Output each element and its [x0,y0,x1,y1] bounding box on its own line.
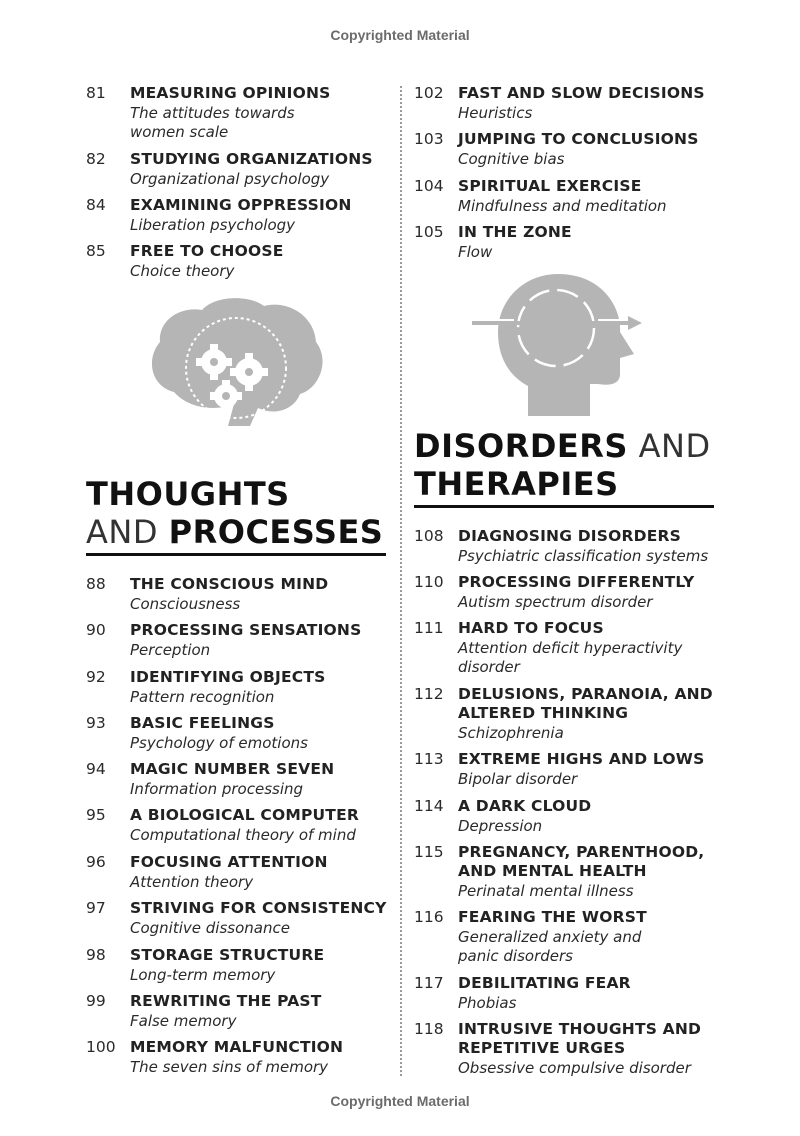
entry-subtitle: Attention deficit hyperactivity disorder [458,638,683,676]
page-number: 110 [414,573,444,591]
head-flow-icon [470,270,650,420]
page-number: 81 [86,84,106,102]
entry-subtitle: Phobias [458,993,517,1012]
page-number: 117 [414,974,444,992]
page-number: 98 [86,946,106,964]
entry-title: A BIOLOGICAL COMPUTER [130,806,360,824]
entry-title: MEMORY MALFUNCTION [130,1038,344,1056]
copyright-notice-top: Copyrighted Material [330,27,470,43]
section-heading-thoughts [86,475,383,551]
entry-title: A DARK CLOUD [458,797,592,815]
heading-word: AND [627,427,711,465]
page-number: 93 [86,714,106,732]
page-number: 96 [86,853,106,871]
page-number: 118 [414,1020,444,1038]
entry-title: DIAGNOSING DISORDERS [458,527,681,545]
entry-subtitle: Psychology of emotions [130,733,308,752]
page-number: 90 [86,621,106,639]
heading-word: DISORDERS [414,427,628,465]
entry-subtitle: Schizophrenia [458,724,564,742]
copyright-notice-bottom: Copyrighted Material [330,1093,470,1109]
entry-subtitle: Choice theory [130,261,235,280]
entry-subtitle: Generalized anxiety and panic disorders [458,927,642,965]
page-number: 115 [414,843,444,861]
entry-title: EXTREME HIGHS AND LOWS [458,750,705,768]
entry-title: STORAGE STRUCTURE [130,946,325,964]
brain-gears-icon [144,292,329,427]
entry-title: FOCUSING ATTENTION [130,853,328,871]
entry-title: EXAMINING OPPRESSION [130,196,352,214]
entry-title: INTRUSIVE THOUGHTS AND REPETITIVE URGES [458,1020,702,1057]
page-number: 99 [86,992,106,1010]
entry-title: BASIC FEELINGS [130,714,275,732]
entry-title: FEARING THE WORST [458,908,647,926]
section-rule [414,505,714,508]
entry-subtitle: Computational theory of mind [130,825,356,844]
page-number: 111 [414,619,444,637]
entry-subtitle: Consciousness [130,594,241,613]
heading-word: PROCESSES [168,513,384,551]
entry-title: MEASURING OPINIONS [130,84,331,102]
entry-title: SPIRITUAL EXERCISE [458,177,642,195]
entry-title: DEBILITATING FEAR [458,974,631,992]
page-number: 94 [86,760,106,778]
page-number: 105 [414,223,444,241]
page-number: 112 [414,685,444,703]
entry-subtitle: The attitudes towards women scale [130,103,295,141]
entry-subtitle: Obsessive compulsive disorder [458,1059,691,1077]
entry-title: JUMPING TO CONCLUSIONS [458,130,699,148]
entry-subtitle: Perinatal mental illness [458,882,634,900]
page-number: 100 [86,1038,116,1056]
page-number: 116 [414,908,444,926]
entry-subtitle: Psychiatric classification systems [458,546,709,565]
entry-title: HARD TO FOCUS [458,619,604,637]
entry-subtitle: Autism spectrum disorder [458,592,653,611]
page-number: 85 [86,242,106,260]
entry-title: PREGNANCY, PARENTHOOD, AND MENTAL HEALTH [458,843,705,880]
page-number: 82 [86,150,106,168]
page-number: 103 [414,130,444,148]
page-number: 92 [86,668,106,686]
entry-title: THE CONSCIOUS MIND [130,575,329,593]
entry-title: IDENTIFYING OBJECTS [130,668,326,686]
entry-subtitle: Cognitive dissonance [130,918,290,937]
entry-title: IN THE ZONE [458,223,572,241]
heading-word: THERAPIES [414,465,619,503]
entry-subtitle: Liberation psychology [130,215,296,234]
section-rule [86,553,386,556]
entry-title: PROCESSING SENSATIONS [130,621,362,639]
entry-subtitle: Long-term memory [130,965,276,984]
entry-title: MAGIC NUMBER SEVEN [130,760,335,778]
entry-title: FREE TO CHOOSE [130,242,284,260]
entry-title: STRIVING FOR CONSISTENCY [130,899,387,917]
entry-subtitle: Flow [458,242,493,261]
heading-word: THOUGHTS [86,475,290,513]
page-number: 108 [414,527,444,545]
entry-title: REWRITING THE PAST [130,992,322,1010]
entry-title: PROCESSING DIFFERENTLY [458,573,695,591]
column-divider [400,86,402,1076]
heading-word: AND [86,513,169,551]
entry-subtitle: Mindfulness and meditation [458,196,667,215]
entry-subtitle: Depression [458,816,543,835]
page-number: 84 [86,196,106,214]
entry-subtitle: Information processing [130,779,304,798]
page-number: 104 [414,177,444,195]
entry-title: DELUSIONS, PARANOIA, AND ALTERED THINKING [458,685,713,722]
entry-subtitle: Perception [130,640,211,659]
entry-subtitle: The seven sins of memory [130,1057,329,1076]
entry-subtitle: Heuristics [458,103,533,122]
page-number: 95 [86,806,106,824]
entry-subtitle: Organizational psychology [130,169,330,188]
entry-subtitle: Attention theory [130,872,254,891]
page-number: 102 [414,84,444,102]
page-number: 97 [86,899,106,917]
page-number: 114 [414,797,444,815]
entry-title: FAST AND SLOW DECISIONS [458,84,705,102]
entry-subtitle: Bipolar disorder [458,769,578,788]
entry-subtitle: Pattern recognition [130,687,275,706]
page-number: 113 [414,750,444,768]
entry-subtitle: False memory [130,1011,237,1030]
entry-subtitle: Cognitive bias [458,149,565,168]
section-heading-disorders [414,427,711,503]
entry-title: STUDYING ORGANIZATIONS [130,150,373,168]
page-number: 88 [86,575,106,593]
